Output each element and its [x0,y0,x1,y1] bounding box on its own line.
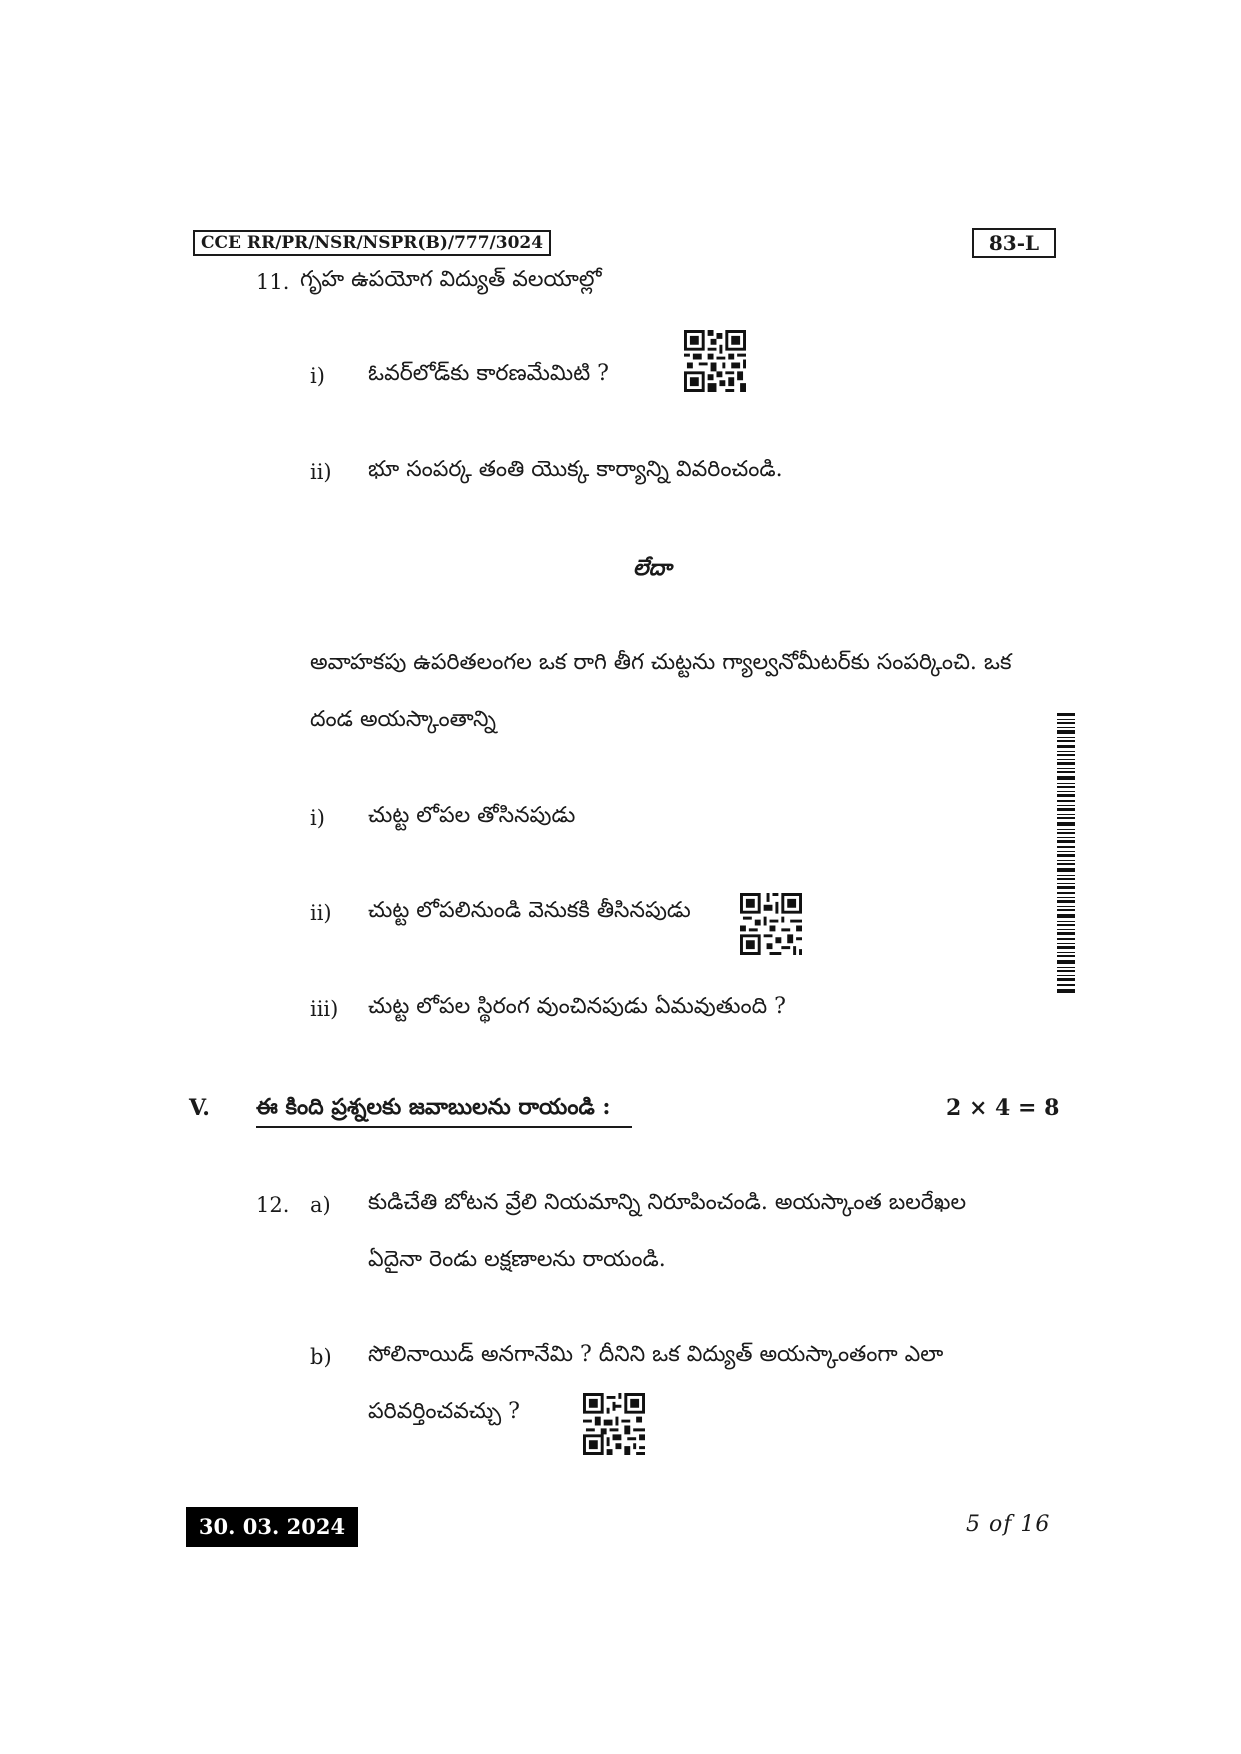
q11-alt-part-i-text: చుట్ట లోపల తోసినపుడు [368,803,576,828]
q11-part-i-label: i) [310,364,325,388]
q12-part-b-line2: పరివర్తించవచ్చు ? [368,1399,520,1424]
q11-part-ii-label: ii) [310,460,332,484]
q11-part-ii-text: భూ సంపర్క తంతి యొక్క కార్యాన్ని వివరించండి. [368,457,783,482]
page-number: 5 of 16 [966,1512,1051,1537]
qr-code-icon [583,1393,645,1455]
question-12-number: 12. [256,1193,290,1217]
q11-alt-part-ii-text: చుట్ట లోపలినుండి వెనుకకి తీసినపుడు [368,898,691,923]
q12-part-a-line2: ఏదైనా రెండు లక్షణాలను రాయండి. [368,1247,666,1272]
qr-code-icon [740,893,802,955]
or-label: లేదా [633,555,672,581]
barcode-icon [1057,713,1075,993]
section-v-instruction: ఈ కింది ప్రశ్నలకు జవాబులను రాయండి : [256,1094,611,1120]
section-v-marks: 2 × 4 = 8 [946,1095,1060,1121]
q11-alt-part-iii-label: iii) [310,997,339,1021]
q12-part-b-line1: సోలినాయిడ్ అనగానేమి ? దీనిని ఒక విద్యుత్ అయస్కాంతంగా ఎలా [368,1342,944,1367]
qr-code-icon [684,330,746,392]
question-11-stem: గృహ ఉపయోగ విద్యుత్ వలయాల్లో [300,267,602,292]
q11-alt-part-i-label: i) [310,806,325,830]
section-v-label: V. [189,1095,210,1121]
q11-part-i-text: ఓవర్‌లోడ్‌కు కారణమేమిటి ? [368,361,609,386]
paper-tag: 83-L [972,228,1056,258]
paper-code: CCE RR/PR/NSR/NSPR(B)/777/3024 [193,230,551,256]
section-v-underline [256,1126,632,1128]
exam-date-badge: 30. 03. 2024 [186,1507,358,1547]
question-11-number: 11. [256,270,290,294]
q11-alt-part-iii-text: చుట్ట లోపల స్థిరంగ వుంచినపుడు ఏమవుతుంది ? [368,994,786,1019]
q12-part-a-line1: కుడిచేతి బోటన వ్రేలి నియమాన్ని నిరూపించండి. అయస్కాంత బలరేఖల [368,1190,967,1215]
q11-alt-part-ii-label: ii) [310,901,332,925]
q12-part-a-label: a) [310,1193,331,1217]
q12-part-b-label: b) [310,1345,332,1369]
q11-alt-stem-line2: దండ అయస్కాంతాన్ని [310,707,496,732]
q11-alt-stem-line1: అవాహకపు ఉపరితలంగల ఒక రాగి తీగ చుట్టను గ్యాల్వనోమీటర్‌కు సంపర్కించి. ఒక [310,650,1012,675]
